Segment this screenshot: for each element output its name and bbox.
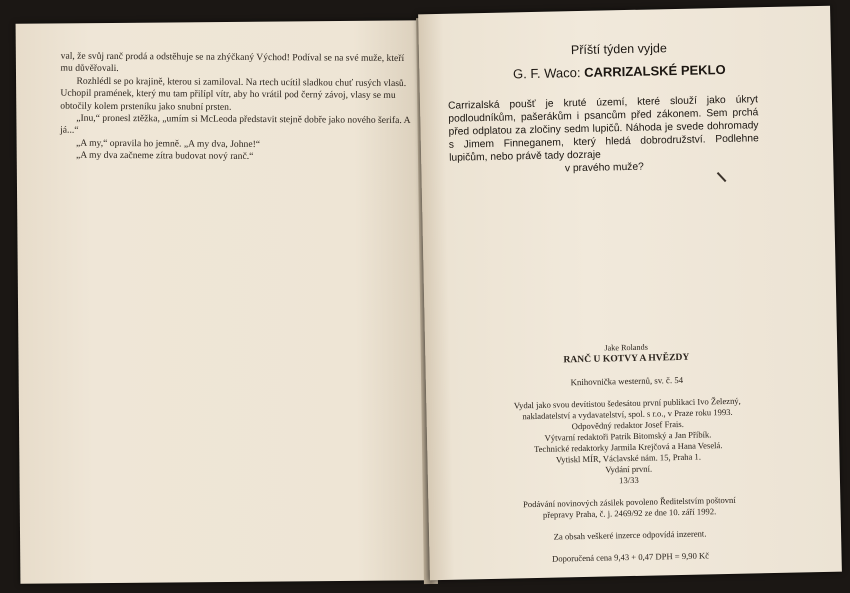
postal-line: Podávání novinových zásilek povoleno Ředitelstvím poštovní — [522, 494, 736, 510]
pen-mark — [717, 172, 727, 182]
left-page — [16, 20, 433, 584]
next-title-line — [449, 61, 789, 83]
imprint-line: Vydání první. — [605, 463, 653, 475]
imprint-line: 13/33 — [619, 474, 639, 486]
left-line: „A my,“ opravila ho jemně. „A my dva, Johne!“ — [76, 137, 261, 150]
imprint-series: Knihovnička westernů, sv. č. 54 — [570, 374, 684, 388]
imprint-line: Technické redaktorky Jarmila Krejčová a Hana Veselá. — [533, 440, 723, 455]
left-page-text — [60, 51, 419, 165]
next-author: G. F. Waco: — [512, 64, 585, 82]
imprint — [481, 339, 776, 566]
blurb-last: v pravého muže? — [564, 161, 644, 175]
imprint-line: nakladatelství a vydavatelství, spol. s r.o., v Praze roku 1993. — [522, 406, 733, 422]
imprint-title: RANČ U KOTVY A HVĚZDY — [563, 351, 690, 366]
imprint-line: Odpovědný redaktor Josef Frais. — [571, 418, 684, 432]
blurb — [448, 93, 760, 177]
imprint-line: Vytiskl MÍR, Václavské nám. 15, Praha 1. — [555, 451, 702, 465]
next-title: CARRIZALSKÉ PEKLO — [583, 61, 726, 80]
left-line: „A my dva začneme zítra budovat nový ranč.“ — [75, 149, 254, 163]
next-issue-announcement — [449, 39, 790, 83]
imprint-author: Jake Rolands — [604, 342, 648, 353]
left-line: Rozhlédl se po krajině, kterou si zamiloval. Na rtech ucítil sladkou chuť rusých vlasů. Uchopil pramének, který mu tam přilípl vítr, aby ho vrátil pod černý závoj, vlasy se mu obtočily kolem prsteníku jako snubní prsten. — [60, 75, 407, 113]
price: Doporučená cena 9,43 + 0,47 DPH = 9,90 Kč — [551, 550, 710, 564]
left-line: val, že svůj ranč prodá a odstěhuje se na zhýčkaný Východ! Podíval se na své muže, kteří mu důvěřovali. — [60, 50, 405, 75]
imprint-line: Výtvarní redaktoři Patrik Bitomský a Jan Příbík. — [544, 429, 712, 443]
blurb-main: Carrizalská poušť je kruté území, které slouží jako úkryt podloudníkům, pašerákům i psancům před zákonem. Sem prchá před odplatou za zločiny sedm lupičů. Náhoda je svede dohromady s Jimem Finneganem, který hledá dobrodružství. Podlehne lupičům, nebo právě tady dozraje — [447, 94, 759, 164]
imprint-line: Vydal jako svou devítistou šedesátou první publikaci Ivo Železný, — [513, 395, 741, 411]
next-week-heading: Příští týden vyjde — [570, 41, 667, 58]
postal-line: přepravy Praha, č. j. 2469/92 ze dne 10. září 1992. — [542, 506, 717, 520]
ads-note: Za obsah veškeré inzerce odpovídá inzerent. — [553, 528, 707, 542]
right-page — [418, 6, 842, 581]
left-line: „Inu,“ pronesl ztěžka, „umím si McLeoda představit stejně dobře jako nového šerifa. A já...“ — [60, 112, 411, 137]
